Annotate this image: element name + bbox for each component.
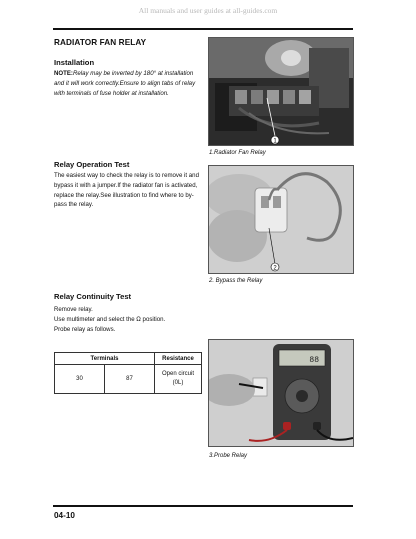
text-line: Remove relay.: [54, 306, 93, 313]
resistance-line: Open circuit: [161, 371, 194, 377]
figure-caption: 2. Bypass the Relay: [209, 278, 263, 284]
operation-test-heading: Relay Operation Test: [54, 160, 130, 169]
resistance-line: (0L): [172, 380, 184, 386]
text-line: The easiest way to check the relay is to remove it and: [54, 172, 199, 179]
terminal-a-cell: 30: [55, 365, 105, 394]
watermark: All manuals and user guides at all-guides.com: [138, 6, 278, 15]
section-title: RADIATOR FAN RELAY: [54, 38, 147, 47]
resistance-header: Resistance: [155, 353, 202, 365]
installation-note: [54, 69, 206, 98]
top-rule: [53, 28, 353, 30]
figure-caption: 3.Probe Relay: [209, 453, 248, 459]
callout-number: 2: [273, 265, 277, 272]
text-line: Use multimeter and select the Ω position.: [54, 315, 166, 323]
installation-heading: Installation: [54, 58, 95, 67]
text-line: replace the relay.See illustration to find where to by-: [54, 191, 194, 199]
bottom-rule: [53, 505, 353, 507]
note-label: NOTE:: [54, 70, 73, 77]
bypass-photo: [209, 166, 353, 273]
relay-engine-photo: [209, 38, 353, 145]
resistance-table: [54, 352, 202, 394]
text-line: pass the relay.: [54, 201, 94, 209]
text-line: Probe relay as follows.: [54, 325, 116, 333]
svg-text:88: 88: [309, 356, 319, 365]
table-header-row: [55, 353, 202, 365]
terminals-header: Terminals: [55, 353, 155, 365]
multimeter-photo: [209, 340, 353, 446]
photo-bypass-relay: [208, 165, 354, 274]
continuity-test-text: [54, 305, 206, 334]
note-line: with terminals of fuse holder at installation.: [54, 89, 169, 97]
note-line: Relay may be inverted by 180° at installation: [72, 70, 194, 77]
continuity-test-heading: Relay Continuity Test: [54, 292, 132, 301]
photo-probe-relay: [208, 339, 354, 447]
resistance-cell: [155, 365, 202, 394]
terminal-b-cell: 87: [105, 365, 155, 394]
operation-test-text: [54, 171, 206, 210]
table-row: [55, 365, 202, 394]
figure-caption: 1.Radiator Fan Relay: [209, 150, 266, 156]
note-line: and it will work correctly.Ensure to align tabs of relay: [54, 79, 196, 87]
photo-radiator-fan-relay: [208, 37, 354, 146]
callout-number: 1: [273, 138, 277, 145]
text-line: bypass it with a jumper.If the radiator fan is activated,: [54, 181, 198, 189]
page-number: 04-10: [54, 511, 75, 520]
